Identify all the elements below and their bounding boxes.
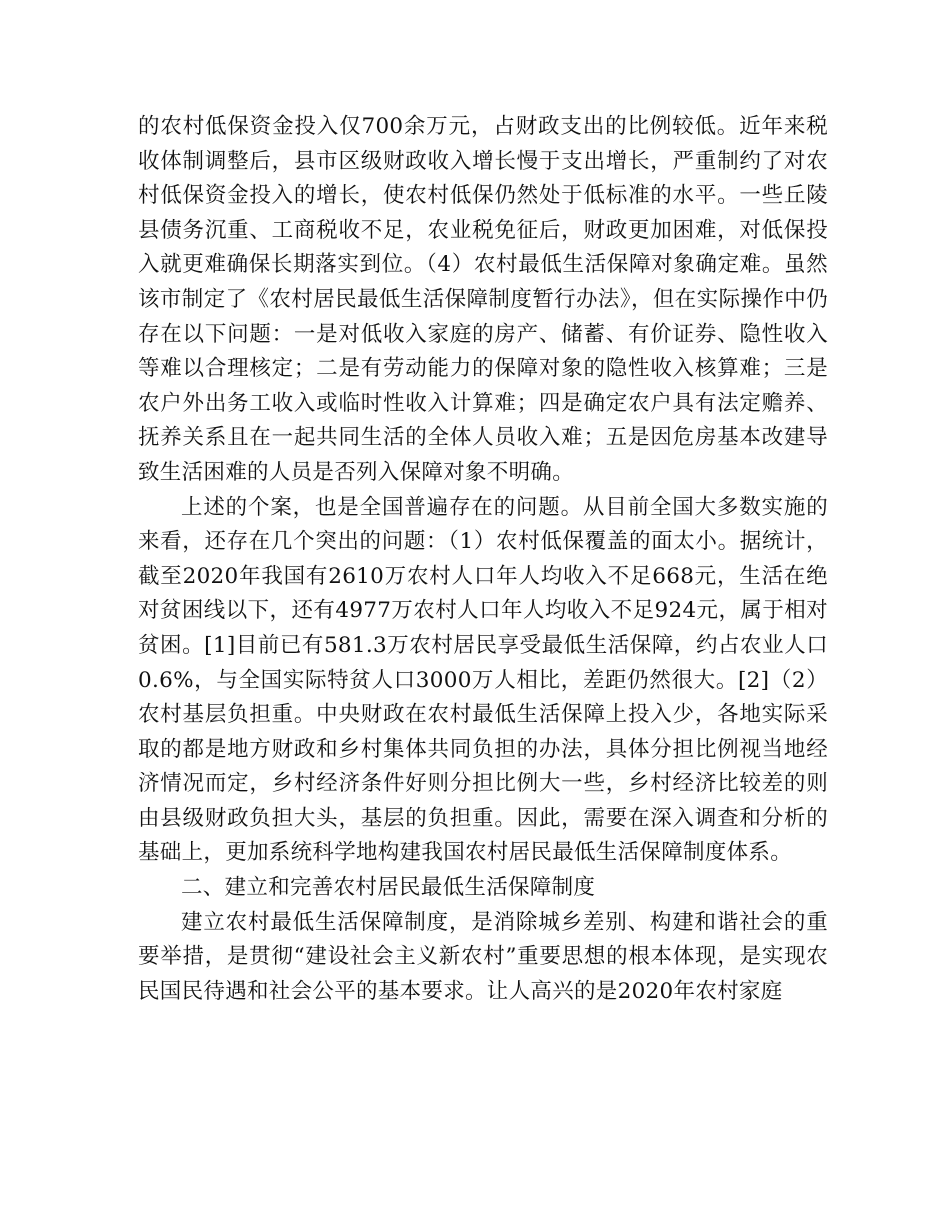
section-heading: 二、建立和完善农村居民最低生活保障制度 [181,875,596,901]
paragraph-continuation: 的农村低保资金投入仅700余万元，占财政支出的比例较低。近年来税收体制调整后，县市区级财政收入增长慢于支出增长，严重制约了对农村低保资金投入的增长，使农村低保仍然处于低标准的水平。一些丘陵县债务沉重、工商税收不足，农业税免征后，财政更加困难，对低保投入就更难确保长期落实到位。（4）农村最低生活保障对象确定难。虽然该市制定了《农村居民最低生活保障制度暂行办法》，但在实际操作中仍存在以下问题：一是对低收入家庭的房产、储蓄、有价证券、隐性收入等难以合理核定；二是有劳动能力的保障对象的隐性收入核算难；三是农户外出务工收入或临时性收入计算难；四是确定农户具有法定赡养、抚养关系且在一起共同生活的全体人员收入难；五是因危房基本改建导致生活困难的人员是否列入保障对象不明确。 [138,114,828,485]
paragraph-section-body: 建立农村最低生活保障制度，是消除城乡差别、构建和谐社会的重要举措，是贯彻“建设社会主义新农村”重要思想的根本体现，是实现农民国民待遇和社会公平的基本要求。让人高兴的是2020年农村家庭 [138,909,828,1004]
document-body [138,110,828,1009]
paragraph-national-issues: 上述的个案，也是全国普遍存在的问题。从目前全国大多数实施的来看，还存在几个突出的问题：（1）农村低保覆盖的面太小。据统计，截至2020年我国有2610万农村人口年人均收入不足668元，生活在绝对贫困线以下，还有4977万农村人口年人均收入不足924元，属于相对贫困。[1]目前已有581.3万农村居民享受最低生活保障，约占农业人口0.6%，与全国实际特贫人口3000万人相比，差距仍然很大。[2]（2）农村基层负担重。中央财政在农村最低生活保障上投入少，各地实际采取的都是地方财政和乡村集体共同负担的办法，具体分担比例视当地经济情况而定，乡村经济条件好则分担比例大一些，乡村经济比较差的则由县级财政负担大头，基层的负担重。因此，需要在深入调查和分析的基础上，更加系统科学地构建我国农村居民最低生活保障制度体系。 [138,494,828,866]
